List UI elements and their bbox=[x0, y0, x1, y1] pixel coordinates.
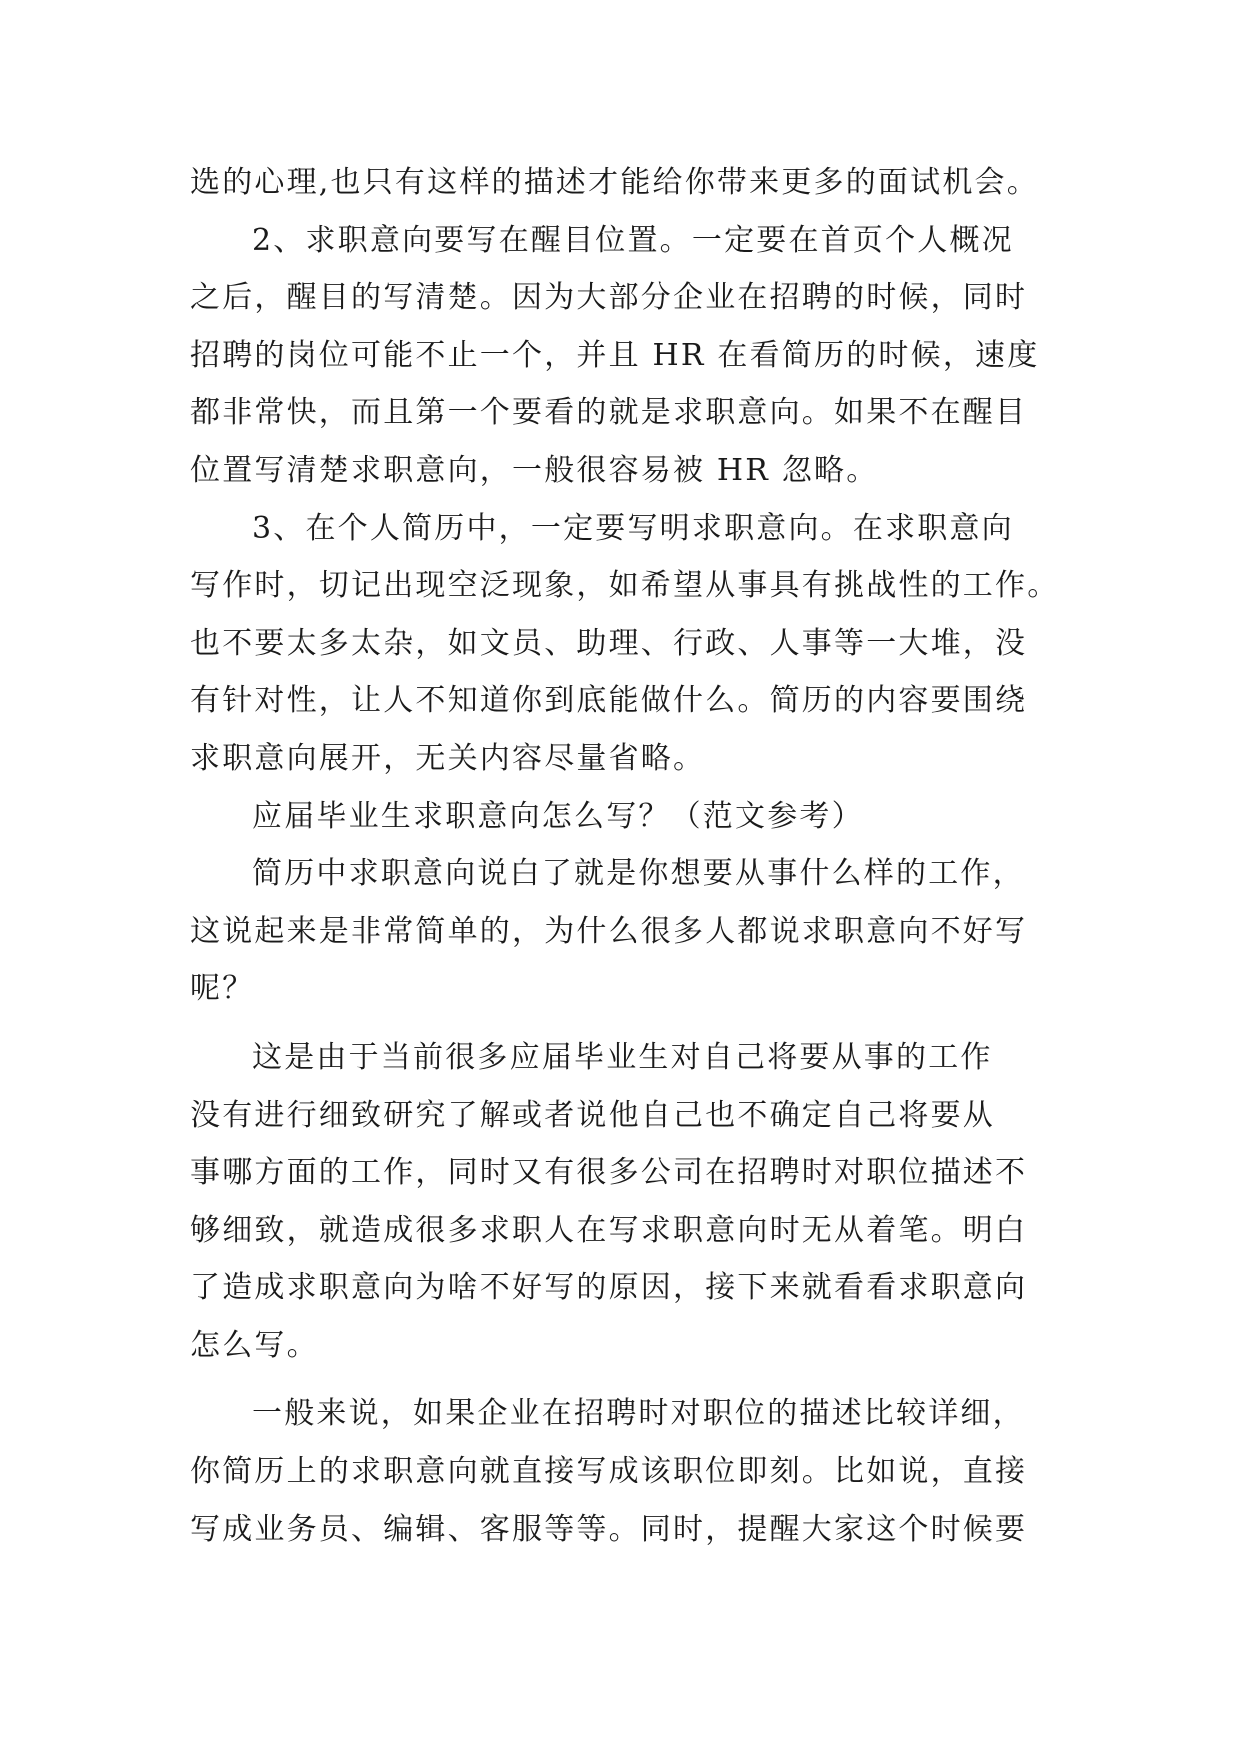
text-line: 这说起来是非常简单的，为什么很多人都说求职意向不好写 bbox=[190, 913, 1028, 949]
text-line: 有针对性，让人不知道你到底能做什么。简历的内容要围绕 bbox=[190, 683, 1028, 719]
text-line: 了造成求职意向为啥不好写的原因，接下来就看看求职意向 bbox=[190, 1270, 1028, 1306]
text-line: 没有进行细致研究了解或者说他自己也不确定自己将要从 bbox=[190, 1097, 995, 1133]
text-line: 也不要太多太杂，如文员、助理、行政、人事等一大堆，没 bbox=[190, 625, 1028, 661]
body-text bbox=[190, 154, 1060, 1558]
text-line: 写作时，切记出现空泛现象，如希望从事具有挑战性的工作。 bbox=[190, 568, 1060, 604]
paragraph-start-line: 2、求职意向要写在醒目位置。一定要在首页个人概况 bbox=[252, 222, 1014, 258]
text-line: 都非常快，而且第一个要看的就是求职意向。如果不在醒目 bbox=[190, 395, 1028, 431]
text-line: 招聘的岗位可能不止一个，并且 HR 在看简历的时候，速度 bbox=[190, 337, 1040, 373]
paragraph-start-line: 一般来说，如果企业在招聘时对职位的描述比较详细， bbox=[252, 1396, 1025, 1432]
text-line: 事哪方面的工作，同时又有很多公司在招聘时对职位描述不 bbox=[190, 1155, 1028, 1191]
section-heading: 应届毕业生求职意向怎么写？（范文参考） bbox=[252, 798, 864, 834]
text-line: 求职意向展开，无关内容尽量省略。 bbox=[190, 740, 706, 776]
text-line: 选的心理,也只有这样的描述才能给你带来更多的面试机会。 bbox=[190, 165, 1039, 200]
text-line: 位置写清楚求职意向，一般很容易被 HR 忽略。 bbox=[190, 452, 879, 488]
paragraph-start-line: 简历中求职意向说白了就是你想要从事什么样的工作， bbox=[252, 856, 1025, 892]
text-line: 之后，醒目的写清楚。因为大部分企业在招聘的时候，同时 bbox=[190, 280, 1028, 316]
text-line: 怎么写。 bbox=[190, 1327, 319, 1363]
paragraph-start-line: 这是由于当前很多应届毕业生对自己将要从事的工作 bbox=[252, 1039, 993, 1075]
text-line: 呢？ bbox=[190, 971, 255, 1007]
text-line: 你简历上的求职意向就直接写成该职位即刻。比如说，直接 bbox=[190, 1454, 1028, 1490]
text-line: 够细致，就造成很多求职人在写求职意向时无从着笔。明白 bbox=[190, 1212, 1028, 1248]
paragraph-start-line: 3、在个人简历中，一定要写明求职意向。在求职意向 bbox=[252, 510, 1014, 546]
text-line: 写成业务员、编辑、客服等等。同时，提醒大家这个时候要 bbox=[190, 1511, 1028, 1547]
